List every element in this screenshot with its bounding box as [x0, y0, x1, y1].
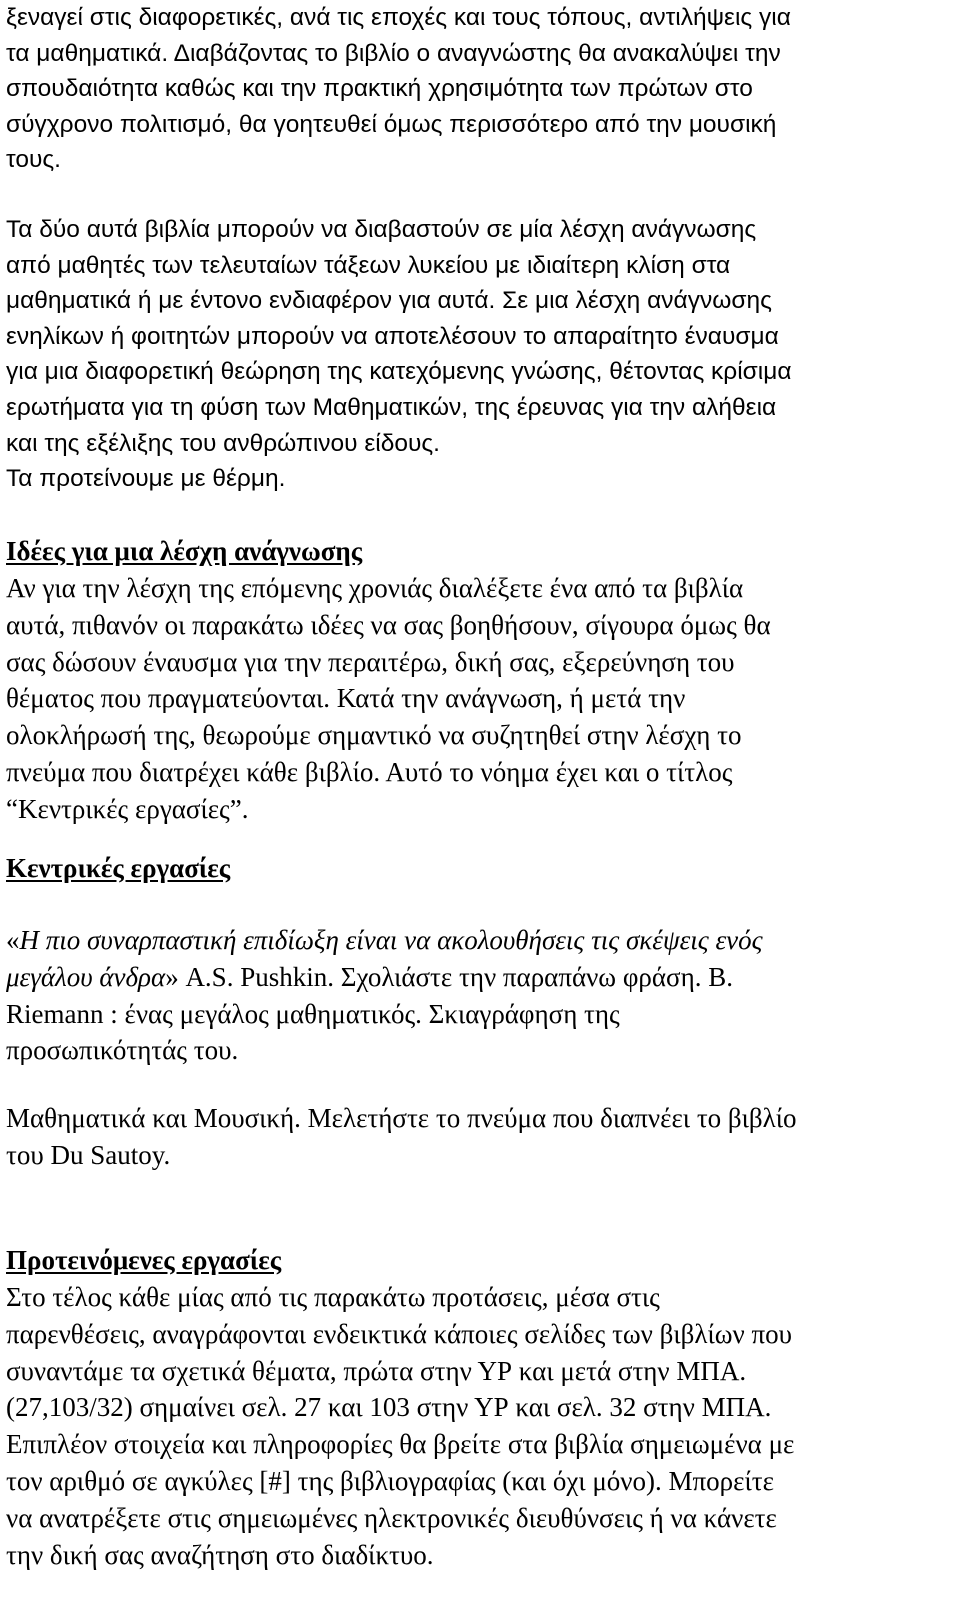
- text-line: από μαθητές των τελευταίων τάξεων λυκείου με ιδιαίτερη κλίση στα: [6, 251, 731, 279]
- text-line: Μαθηματικά και Μουσική. Μελετήστε το πνεύμα που διαπνέει το βιβλίο: [6, 1103, 797, 1133]
- text-line: παρενθέσεις, αναγράφονται ενδεικτικά κάποιες σελίδες των βιβλίων που: [6, 1318, 792, 1349]
- text-line: σύγχρονο πολιτισμό, θα γοητευθεί όμως περισσότερο από την μουσική: [6, 110, 777, 138]
- text-line: Τα δύο αυτά βιβλία μπορούν να διαβαστούν σε μία λέσχη ανάγνωσης: [6, 216, 757, 243]
- text-line: την δική σας αναζήτηση στο διαδίκτυο.: [6, 1539, 434, 1570]
- text-line: ξεναγεί στις διαφορετικές, ανά τις εποχές και τους τόπους, αντιλήψεις για: [6, 4, 791, 31]
- central-tasks-paragraph: [6, 922, 951, 1069]
- text-line: “Κεντρικές εργασίες”.: [6, 793, 249, 824]
- proposed-tasks-heading: Προτεινόμενες εργασίες: [6, 1245, 282, 1275]
- pushkin-quote-italic: Η πιο συναρπαστική επιδίωξη είναι να ακολουθήσεις τις σκέψεις ενός: [19, 925, 763, 955]
- quote-line: [6, 959, 951, 996]
- text-line: τον αριθμό σε αγκύλες [#] της βιβλιογραφίας (και όχι μόνο). Μπορείτε: [6, 1465, 774, 1496]
- text-line: τους.: [6, 146, 61, 174]
- text-line: για μια διαφορετική θεώρηση της κατεχόμενης γνώσης, θέτοντας κρίσιμα: [6, 358, 792, 386]
- text-line: Στο τέλος κάθε μίας από τις παρακάτω προτάσεις, μέσα στις: [6, 1282, 660, 1312]
- text-line: αυτά, πιθανόν οι παρακάτω ιδέες να σας βοηθήσουν, σίγουρα όμως θα: [6, 609, 771, 640]
- ideas-paragraph: [6, 570, 951, 828]
- text-line: Επιπλέον στοιχεία και πληροφορίες θα βρείτε στα βιβλία σημειωμένα με: [6, 1429, 795, 1460]
- reading-club-paragraph: [6, 212, 951, 497]
- text-line: ερωτήματα για τη φύση των Μαθηματικών, της έρευνας για την αλήθεια: [6, 393, 777, 421]
- music-task-paragraph: [6, 1100, 951, 1174]
- proposed-tasks-paragraph: [6, 1279, 951, 1573]
- pushkin-quote-italic-end: μεγάλου άνδρα: [6, 961, 166, 992]
- text-line: σπουδαιότητα καθώς και την πρακτική χρησιμότητα των πρώτων στο: [6, 75, 753, 103]
- text-line: να ανατρέξετε στις σημειωμένες ηλεκτρονικές διευθύνσεις ή να κάνετε: [6, 1502, 777, 1533]
- text-line: του Du Sautoy.: [6, 1139, 171, 1170]
- text-line: (27,103/32) σημαίνει σελ. 27 και 103 στην ΥΡ και σελ. 32 στην ΜΠΑ.: [6, 1392, 772, 1423]
- text-line: προσωπικότητάς του.: [6, 1035, 239, 1066]
- text-line: συναντάμε τα σχετικά θέματα, πρώτα στην ΥΡ και μετά στην ΜΠΑ.: [6, 1355, 747, 1386]
- text-line: θέματος που πραγματεύονται. Κατά την ανάγνωση, ή μετά την: [6, 683, 686, 714]
- text-line: τα μαθηματικά. Διαβάζοντας το βιβλίο ο αναγνώστης θα ανακαλύψει την: [6, 39, 781, 67]
- quote-line: [6, 922, 951, 959]
- text-line: πνεύμα που διατρέχει κάθε βιβλίο. Αυτό το νόημα έχει και ο τίτλος: [6, 756, 733, 787]
- quote-open-mark: «: [6, 925, 20, 955]
- intro-paragraph: [6, 0, 951, 178]
- central-tasks-heading: Κεντρικές εργασίες: [6, 853, 231, 883]
- text-line: σας δώσουν έναυσμα για την περαιτέρω, δική σας, εξερεύνηση του: [6, 646, 735, 677]
- text-line: και της εξέλιξης του ανθρώπινου είδους.: [6, 429, 440, 457]
- text-line: ολοκλήρωσή της, θεωρούμε σημαντικό να συζητηθεί στην λέσχη το: [6, 720, 742, 751]
- ideas-heading: Ιδέες για μια λέσχη ανάγνωσης: [6, 536, 363, 566]
- text-line: Αν για την λέσχη της επόμενης χρονιάς διαλέξετε ένα από τα βιβλία: [6, 573, 744, 603]
- text-line: Riemann : ένας μεγάλος μαθηματικός. Σκιαγράφηση της: [6, 998, 620, 1029]
- text-line: Τα προτείνουμε με θέρμη.: [6, 465, 286, 493]
- quote-attribution: » A.S. Pushkin. Σχολιάστε την παραπάνω φράση. B.: [165, 961, 733, 992]
- text-line: μαθηματικά ή με έντονο ενδιαφέρον για αυτά. Σε μια λέσχη ανάγνωσης: [6, 287, 772, 315]
- text-line: ενηλίκων ή φοιτητών μπορούν να αποτελέσουν το απαραίτητο έναυσμα: [6, 322, 779, 350]
